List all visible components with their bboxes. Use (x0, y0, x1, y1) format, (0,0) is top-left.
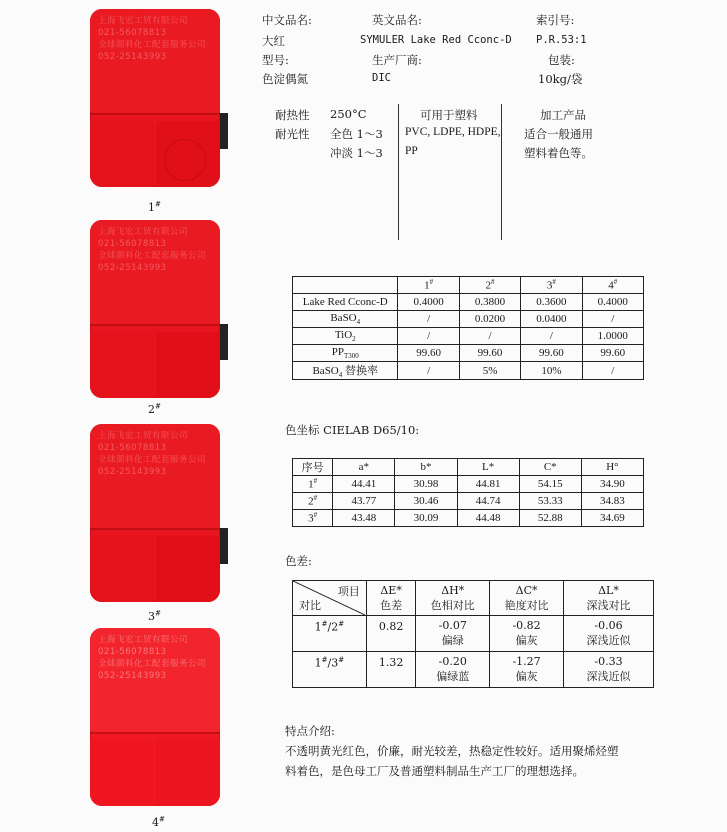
table-row (293, 616, 654, 652)
swatch-bottom-plate (90, 740, 220, 806)
swatch-label-4: 4# (152, 815, 165, 829)
pack-label: 包装: (548, 53, 575, 67)
divider (501, 104, 502, 240)
table-header-cell: ΔE* 色差 (366, 581, 416, 616)
table-header-cell: 序号 (293, 459, 333, 476)
features-line: 不透明黄光红色，价廉，耐光较差，热稳定性较好。适用聚烯烃塑 (285, 744, 619, 758)
imprint-line: 全球颜料化工配套服务公司 (98, 659, 207, 669)
table-header-cell: a* (333, 459, 395, 476)
swatch-tab (220, 528, 228, 564)
table-cell: -0.82 偏灰 (490, 616, 564, 652)
swatch-imprint (98, 15, 206, 63)
cn-name-label: 中文品名: (262, 13, 312, 27)
table-cell: -0.06 深浅近似 (563, 616, 653, 652)
heat-value: 250°C (330, 107, 367, 121)
swatch-bottom-plate (90, 332, 220, 398)
table-cell: 30.09 (395, 510, 457, 527)
table-row (293, 476, 644, 493)
imprint-line: 021-56078813 (98, 239, 167, 249)
table-header-cell: L* (457, 459, 519, 476)
swatch-top-plate (90, 424, 220, 528)
table-cell: -0.33 深浅近似 (563, 652, 653, 688)
table-header-row (293, 459, 644, 476)
table-cell: 43.77 (333, 493, 395, 510)
imprint-line: 全球颜料化工配套服务公司 (98, 455, 207, 465)
table-cell: / (521, 328, 582, 345)
plastics-line: PVC, LDPE, HDPE, (405, 126, 501, 138)
table-cell: 43.48 (333, 510, 395, 527)
table-header-cell: H° (581, 459, 643, 476)
table-cell: 44.48 (457, 510, 519, 527)
table-row (293, 294, 644, 311)
table-cell: / (459, 328, 520, 345)
swatch-half (90, 121, 154, 187)
imprint-line: 上海飞宏工贸有限公司 (98, 431, 189, 441)
swatch-circle-mark (164, 139, 206, 181)
pack-value: 10kg/袋 (538, 72, 583, 86)
light-label: 耐光性 (275, 127, 310, 141)
type-label: 型号: (262, 53, 289, 67)
table-cell: -1.27 偏灰 (490, 652, 564, 688)
products-line: 塑料着色等。 (524, 146, 593, 160)
type-value: 色淀偶氮 (262, 72, 308, 86)
table-header-cell: 4# (582, 277, 643, 294)
divider (398, 104, 399, 240)
row-id: 2# (293, 493, 333, 510)
table-cell: 99.60 (582, 345, 643, 362)
table-row (293, 345, 644, 362)
swatch-top-plate (90, 220, 220, 324)
table-cell: 30.46 (395, 493, 457, 510)
corner-bottom: 对比 (299, 599, 321, 612)
row-name: Lake Red Cconc-D (293, 294, 398, 311)
features-line: 料着色，是色母工厂及普通塑料制品生产工厂的理想选择。 (285, 764, 584, 778)
table-cell: 34.90 (581, 476, 643, 493)
color-swatch-2 (90, 220, 220, 398)
table-cell: 30.98 (395, 476, 457, 493)
imprint-line: 052-25143993 (98, 263, 167, 273)
row-name: TiO$_2$ (293, 328, 398, 345)
swatch-label-1: 1# (148, 200, 161, 214)
table-header-cell: 2# (459, 277, 520, 294)
table-cell: 53.33 (519, 493, 581, 510)
table-header-cell: C* (519, 459, 581, 476)
table-header-cell: ΔC* 艳度对比 (490, 581, 564, 616)
table-header-row (293, 277, 644, 294)
swatch-imprint (98, 430, 206, 478)
table-header-cell: ΔH* 色相对比 (416, 581, 490, 616)
index-value: P.R.53:1 (536, 34, 587, 46)
table-cell: 54.15 (519, 476, 581, 493)
en-name: SYMULER Lake Red Cconc-D (360, 34, 512, 46)
cn-name: 大红 (262, 34, 285, 48)
swatch-half (90, 536, 154, 602)
imprint-line: 全球颜料化工配套服务公司 (98, 40, 207, 50)
row-id: 1#/3# (293, 652, 367, 688)
diff-table (292, 580, 654, 688)
table-cell: 44.74 (457, 493, 519, 510)
table-cell: 0.3600 (521, 294, 582, 311)
table-cell: 1.32 (366, 652, 416, 688)
row-name: BaSO$_4$ (293, 311, 398, 328)
table-cell: 0.0200 (459, 311, 520, 328)
table-cell: 0.0400 (521, 311, 582, 328)
table-row (293, 493, 644, 510)
swatch-imprint (98, 226, 206, 274)
imprint-line: 上海飞宏工贸有限公司 (98, 227, 189, 237)
table-cell: / (398, 311, 459, 328)
table-cell: / (582, 311, 643, 328)
row-id: 3# (293, 510, 333, 527)
swatch-half (156, 332, 220, 398)
imprint-line: 052-25143993 (98, 52, 167, 62)
table-cell: 0.3800 (459, 294, 520, 311)
imprint-line: 052-25143993 (98, 467, 167, 477)
plastics-line: PP (405, 145, 418, 157)
corner-top: 项目 (337, 585, 360, 598)
swatch-tab (220, 113, 228, 149)
table-cell: 52.88 (519, 510, 581, 527)
table-cell: 1.0000 (582, 328, 643, 345)
table-row (293, 652, 654, 688)
products-line: 适合一般通用 (524, 127, 593, 141)
imprint-line: 021-56078813 (98, 443, 167, 453)
table-row (293, 311, 644, 328)
table-cell: -0.07 偏绿 (416, 616, 490, 652)
row-name: BaSO$_4$ 替换率 (293, 362, 398, 380)
swatch-half (90, 740, 154, 806)
swatch-bottom-plate (90, 536, 220, 602)
table-row (293, 362, 644, 380)
swatch-label-2: 2# (148, 402, 161, 416)
table-cell: 44.41 (333, 476, 395, 493)
heat-label: 耐热性 (275, 108, 310, 122)
table-cell: 5% (459, 362, 520, 380)
index-label: 索引号: (536, 13, 575, 27)
row-id: 1#/2# (293, 616, 367, 652)
table-cell: 34.69 (581, 510, 643, 527)
swatch-tab (220, 324, 228, 360)
table-cell: -0.20 偏绿蓝 (416, 652, 490, 688)
maker-value: DIC (372, 72, 391, 84)
table-header-cell: 3# (521, 277, 582, 294)
table-header-cell: b* (395, 459, 457, 476)
table-cell: / (582, 362, 643, 380)
color-swatch-4 (90, 628, 220, 806)
imprint-line: 021-56078813 (98, 28, 167, 38)
table-header-cell: ΔL* 深浅对比 (563, 581, 653, 616)
row-name: $PP_{T300}$ (293, 345, 398, 362)
row-id: 1# (293, 476, 333, 493)
swatch-top-plate (90, 628, 220, 732)
diff-title: 色差: (285, 554, 312, 568)
table-cell: 10% (521, 362, 582, 380)
swatch-half (156, 740, 220, 806)
swatch-half (90, 332, 154, 398)
table-cell: 99.60 (521, 345, 582, 362)
swatch-half (156, 536, 220, 602)
color-swatch-3 (90, 424, 220, 602)
table-header-cell: 1# (398, 277, 459, 294)
light-tint: 冲淡 1～3 (330, 146, 383, 160)
imprint-line: 021-56078813 (98, 647, 167, 657)
table-cell: 0.4000 (398, 294, 459, 311)
table-row (293, 510, 644, 527)
table-row (293, 328, 644, 345)
imprint-line: 上海飞宏工贸有限公司 (98, 635, 189, 645)
table-cell: 34.83 (581, 493, 643, 510)
color-swatch-1 (90, 9, 220, 187)
maker-label: 生产厂商: (372, 53, 422, 67)
imprint-line: 052-25143993 (98, 671, 167, 681)
table-cell: / (398, 362, 459, 380)
table-cell: 0.4000 (582, 294, 643, 311)
table-cell (293, 277, 398, 294)
corner-cell (293, 581, 367, 616)
formula-table (292, 276, 644, 380)
swatch-imprint (98, 634, 206, 682)
plastics-title: 可用于塑料 (420, 108, 478, 122)
swatch-top-plate (90, 9, 220, 113)
table-header-row (293, 581, 654, 616)
features-title: 特点介绍: (285, 724, 335, 738)
imprint-line: 上海飞宏工贸有限公司 (98, 16, 189, 26)
table-cell: 99.60 (398, 345, 459, 362)
products-title: 加工产品 (540, 108, 586, 122)
en-name-label: 英文品名: (372, 13, 422, 27)
table-cell: 44.81 (457, 476, 519, 493)
light-full: 全色 1～3 (330, 127, 383, 141)
cielab-title: 色坐标 CIELAB D65/10: (285, 423, 420, 437)
table-cell: 99.60 (459, 345, 520, 362)
imprint-line: 全球颜料化工配套服务公司 (98, 251, 207, 261)
swatch-label-3: 3# (148, 609, 161, 623)
table-cell: / (398, 328, 459, 345)
swatch-bottom-plate (90, 121, 220, 187)
cielab-table (292, 458, 644, 527)
table-cell: 0.82 (366, 616, 416, 652)
